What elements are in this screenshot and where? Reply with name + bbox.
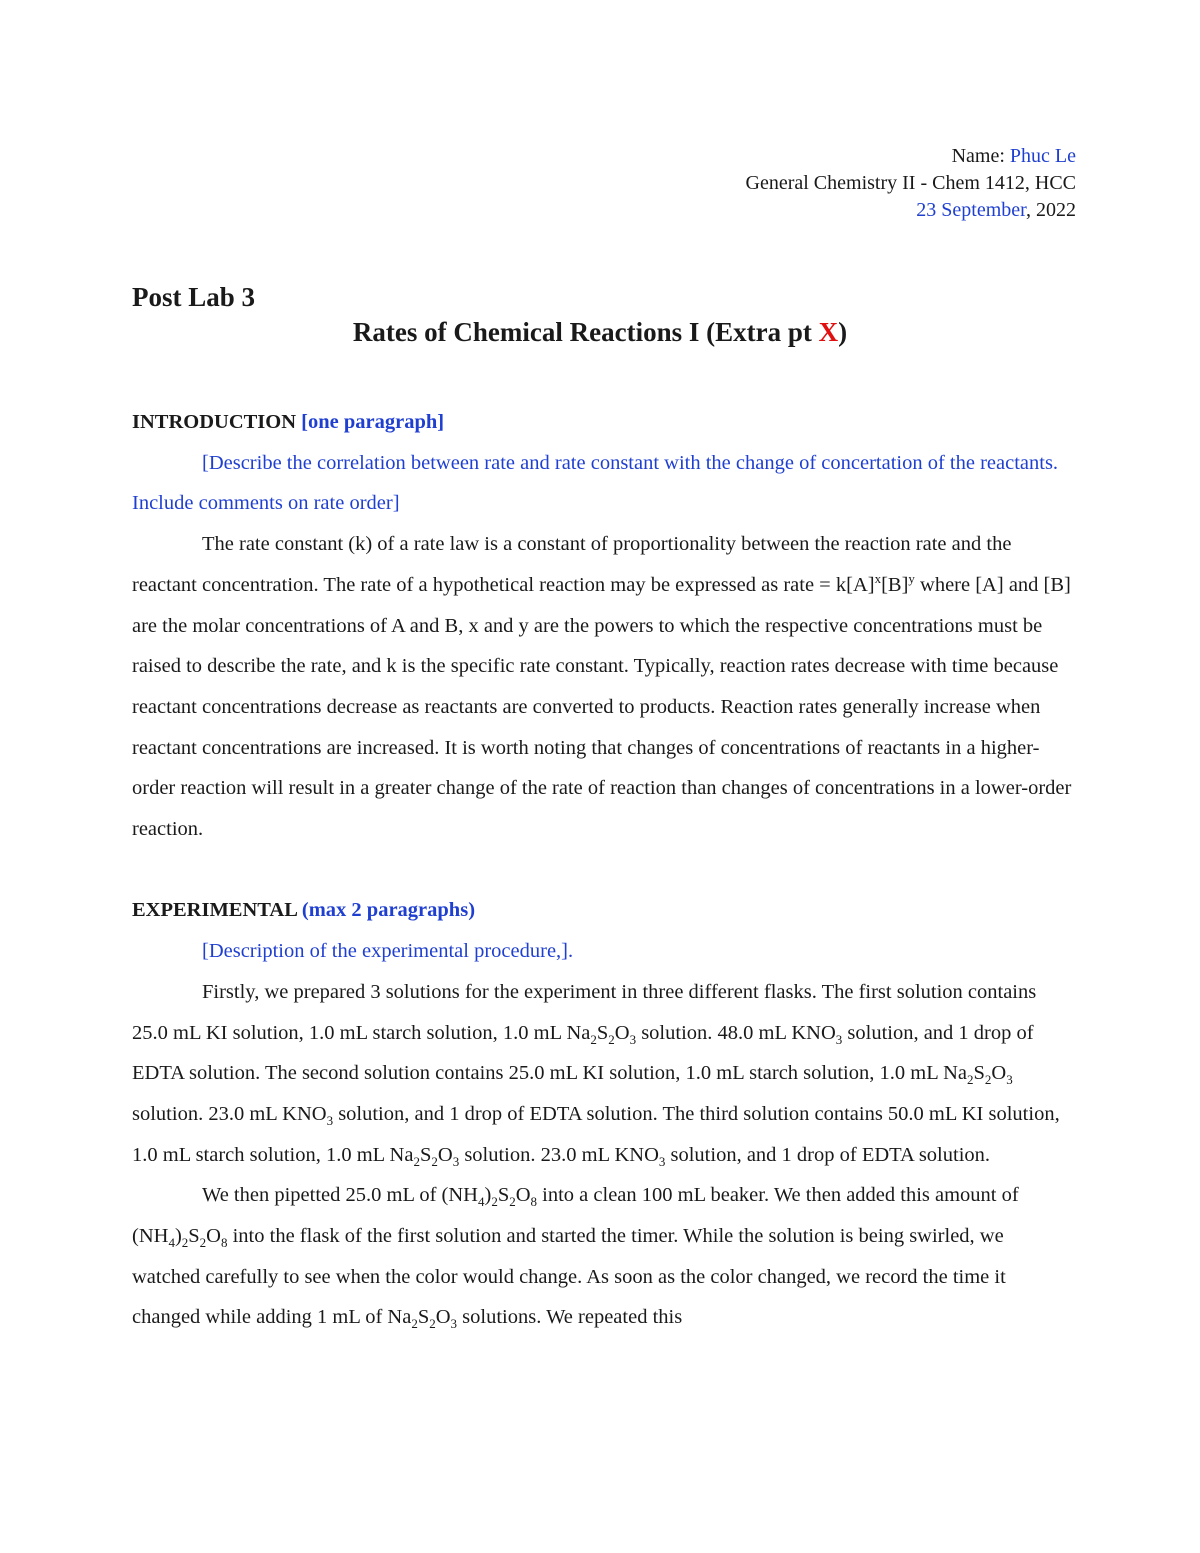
subscript: 2 (431, 1153, 438, 1169)
exp2-text: ) (174, 1225, 182, 1248)
exp1-text: solution. 48.0 mL KNO (636, 1021, 836, 1044)
subscript: 2 (608, 1031, 615, 1047)
subscript: 2 (411, 1316, 418, 1332)
lab-title-main: Rates of Chemical Reactions I (Extra pt (352, 317, 819, 347)
experimental-instruction: [Description of the experimental procedure,]. (202, 940, 574, 963)
subscript: 2 (590, 1031, 597, 1047)
experimental-heading (132, 890, 1072, 931)
exp2-text: S (188, 1225, 200, 1248)
exp1-text: solution, and 1 drop of EDTA solution. The third solution contains 50.0 mL KI solution, 1.0 mL starch solution, 1.0 mL Na (132, 1102, 1060, 1166)
exp1-text: O (437, 1143, 453, 1166)
exp1-text: solution. 23.0 mL KNO (132, 1102, 327, 1125)
subscript: 3 (326, 1113, 334, 1129)
subscript: 2 (199, 1235, 207, 1251)
student-name-line (746, 143, 1077, 170)
exp2-text: S (497, 1184, 510, 1207)
exp1-text: solution, and 1 drop of EDTA solution. The second solution contains 25.0 mL KI solution, 1.0 mL starch solution, 1.0 mL Na (132, 1021, 1034, 1085)
intro-text-2: [B] (881, 573, 909, 596)
introduction-heading-note: [one paragraph] (301, 411, 445, 433)
subscript: 2 (181, 1235, 189, 1251)
subscript: 8 (530, 1194, 538, 1210)
subscript: 2 (509, 1194, 516, 1210)
exp2-text: into a clean 100 mL beaker. We then added this amount of (NH (132, 1184, 1019, 1248)
exp1-text: S (419, 1143, 432, 1166)
exp2-text: into the flask of the first solution and started the timer. While the solution is being swirled, we watched carefully to see when the color would change. As soon as the color changed, we record the time it changed while adding 1 mL of Na (132, 1225, 1006, 1329)
subscript: 2 (984, 1072, 992, 1088)
document-header (746, 143, 1077, 224)
lab-title-close: ) (838, 317, 848, 347)
exp1-text: solution, and 1 drop of EDTA solution. (665, 1143, 991, 1166)
date-year: , 2022 (1026, 199, 1076, 221)
name-label: Name: (951, 145, 1010, 167)
exp2-text: We then pipetted 25.0 mL of (NH (202, 1184, 478, 1207)
intro-text-1: The rate constant (k) of a rate law is a constant of proportionality between the reaction rate and the reactant concentration. The rate of a hypothetical reaction may be expressed as rate = k[A] (132, 533, 1012, 596)
exp2-text: O (435, 1306, 451, 1329)
experimental-heading-note: (max 2 paragraphs) (301, 899, 476, 922)
exponent-x: x (874, 570, 882, 586)
exp1-text: O (991, 1062, 1007, 1085)
exp2-text: O (515, 1184, 531, 1207)
exp2-text: solutions. We repeated this (457, 1306, 683, 1329)
subscript: 4 (477, 1194, 485, 1210)
subscript: 3 (835, 1031, 843, 1047)
extra-point-mark: X (818, 317, 839, 347)
experimental-paragraph-2 (132, 1175, 1072, 1338)
subscript: 3 (658, 1153, 666, 1169)
exp1-text: Firstly, we prepared 3 solutions for the experiment in three different flasks. The first solution contains 25.0 mL KI solution, 1.0 mL starch solution, 1.0 mL Na (132, 980, 1037, 1044)
exp2-text: O (206, 1225, 221, 1248)
intro-text-3: where [A] and [B] are the molar concentrations of A and B, x and y are the powers to which the respective concentrations must be raised to describe the rate, and k is the specific rate constant. Typically, reaction rates decrease with time because reactant concentrations decrease as reactants are converted to products. Reaction rates generally increase when reactant concentrations are increased. It is worth noting that changes of concentrations of reactants in a higher-order reaction will result in a greater change of the rate of reaction than changes of concentrations in a lower-order reaction. (132, 573, 1072, 841)
subscript: 2 (429, 1316, 436, 1332)
exp1-text: S (973, 1062, 985, 1085)
date-line (746, 197, 1077, 224)
subscript: 4 (168, 1235, 175, 1251)
subscript: 3 (450, 1316, 458, 1332)
introduction-heading (132, 402, 1072, 443)
subscript: 3 (1006, 1072, 1013, 1088)
subscript: 2 (491, 1194, 498, 1210)
student-name: Phuc Le (1009, 145, 1076, 167)
exp2-text: S (417, 1306, 430, 1329)
experimental-paragraph-1 (132, 972, 1072, 1176)
course-line: General Chemistry II - Chem 1412, HCC (745, 172, 1076, 194)
introduction-paragraph (132, 524, 1072, 850)
exp1-text: O (614, 1021, 630, 1044)
exp2-text: ) (484, 1184, 492, 1207)
subscript: 3 (629, 1031, 637, 1047)
introduction-instruction: [Describe the correlation between rate and rate constant with the change of concertation of the reactants. Include comments on rate order] (132, 451, 1059, 515)
experimental-heading-text: EXPERIMENTAL (132, 899, 302, 922)
subscript: 2 (413, 1153, 420, 1169)
subscript: 2 (967, 1072, 974, 1088)
subscript: 8 (220, 1235, 228, 1251)
introduction-heading-text: INTRODUCTION (132, 411, 302, 433)
lab-number-title: Post Lab 3 (132, 282, 256, 312)
subscript: 3 (452, 1153, 460, 1169)
exponent-y: y (908, 570, 915, 586)
lab-title (0, 315, 1200, 349)
exp1-text: S (596, 1021, 609, 1044)
date-day-month: 23 September (916, 199, 1026, 221)
document-body (132, 402, 1072, 1338)
exp1-text: solution. 23.0 mL KNO (459, 1143, 659, 1166)
